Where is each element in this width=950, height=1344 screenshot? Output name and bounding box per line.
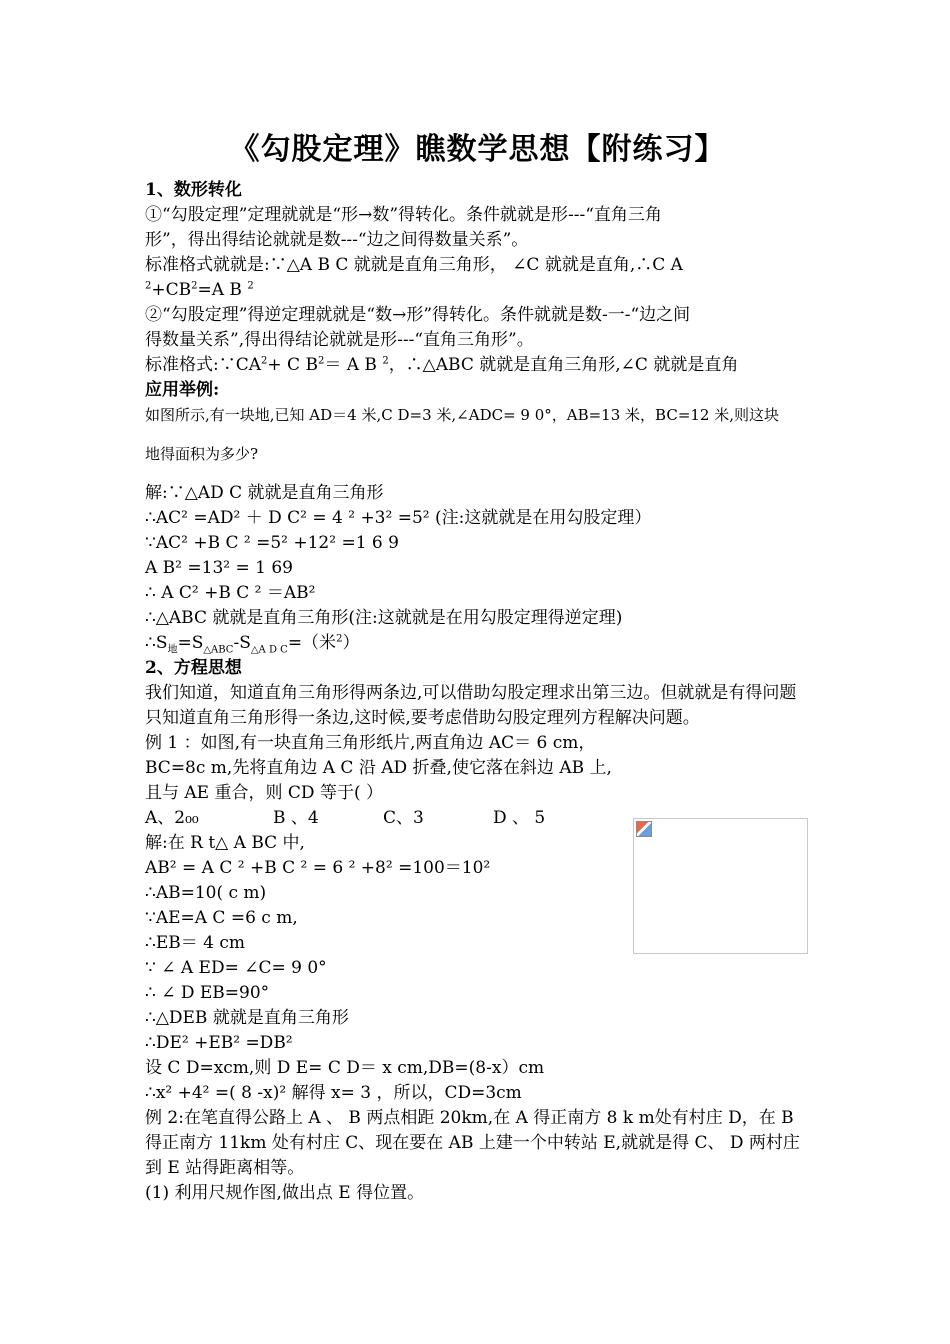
paragraph-line: ②“勾股定理”得逆定理就就是“数→形”得转化。条件就就是数-一-“边之间: [145, 305, 691, 325]
superscript: 2: [145, 280, 152, 292]
paragraph-line: $^2+CB^2=A$ B $^2$: [145, 280, 254, 300]
solution-line: ∵AE=A C =6 c m,: [145, 908, 298, 928]
question-line: (1) 利用尺规作图,做出点 E 得位置。: [145, 1183, 425, 1203]
example-line: 地得面积为多少?: [145, 445, 259, 463]
superscript: 2: [247, 280, 254, 292]
solution-line: ∴EB＝ 4 cm: [145, 933, 245, 953]
document-page: [145, 128, 810, 1206]
solution-line: ∴△ABC 就就是直角三角形(注:这就就是在用勾股定理得逆定理): [145, 608, 623, 628]
solution-line: $\therefore S_地=S_{\triangle ABC}-S_{\triangle A D C}=$（米$^2$）: [145, 633, 360, 656]
page-title: 《勾股定理》瞧数学思想【附练习】: [229, 132, 726, 167]
paragraph-line: ①“勾股定理”定理就就是“形→数”得转化。条件就就是形---“直角三角: [145, 205, 662, 225]
example-line: BC=8c m,先将直角边 A C 沿 AD 折叠,使它落在斜边 AB 上,: [145, 758, 612, 778]
option-d: D 、 5: [493, 808, 546, 828]
solution-line: A B² =13² = 1 69: [145, 558, 293, 578]
solution-line: 解:在 R t△ A BC 中,: [145, 833, 305, 853]
paragraph-line: 标准格式$:\because CA^2+ C$ $B^2= A$ B $^2$，∴△ABC 就就是直角三角形,∠C 就就是直角: [145, 355, 739, 375]
paragraph-line: 标准格式就就是:∵△A B C 就就是直角三角形， ∠C 就就是直角,∴C A: [145, 255, 683, 275]
option-c: C、3: [383, 808, 424, 828]
paragraph-line: 形”，得出得结论就就是数---“边之间得数量关系”。: [145, 230, 529, 250]
section-heading: 2、方程思想: [145, 658, 242, 678]
solution-line: ∴AC² =AD² ＋ D C² = 4 ² +3² =5² (注:这就就是在用勾股定理）: [145, 508, 652, 528]
example-paragraph: 例 2:在笔直得公路上 A 、 B 两点相距 20km,在 A 得正南方 8 k m处有村庄 D，在 B 得正南方 11km 处有村庄 C、现在要在 AB 上建一个中转站 E,就就是得 C、 D 两村庄到 E 站得距离相等。: [145, 1108, 800, 1178]
example-line: 例 1 ：如图,有一块直角三角形纸片,两直角边 AC＝ 6 cm，: [145, 733, 596, 753]
solution-line: 解:∵△AD C 就就是直角三角形: [145, 483, 384, 503]
broken-image-icon: [636, 821, 652, 837]
figure-placeholder: [633, 818, 808, 954]
section-heading: 1、数形转化: [145, 180, 242, 200]
superscript: 2: [191, 280, 198, 292]
option-b: B 、4: [273, 808, 319, 828]
solution-line: ∵AC² +B C ² =5² +12² =1 6 9: [145, 533, 399, 553]
solution-line: 设 C D=xcm,则 D E= C D＝ x cm,DB=(8-x）cm: [145, 1058, 545, 1078]
option-a: A、2₀₀: [145, 808, 199, 828]
solution-line: ∵ ∠ A ED= ∠C= 9 0°: [145, 958, 327, 978]
solution-line: ∴ ∠ D EB=90°: [145, 983, 270, 1003]
solution-line: ∴x² +4² =( 8 -x)² 解得 x= 3 ，所以，CD=3cm: [145, 1083, 522, 1103]
paragraph-line: 得数量关系”,得出得结论就就是形---“直角三角形”。: [145, 330, 534, 350]
subsection-heading: 应用举例:: [145, 380, 220, 400]
solution-line: ∴△DEB 就就是直角三角形: [145, 1008, 349, 1028]
solution-line: ∴ A C² +B C ² ＝AB²: [145, 583, 316, 603]
solution-line: AB² = A C ² +B C ² = 6 ² +8² =100＝10²: [145, 858, 491, 878]
example-line: 如图所示,有一块地,已知 AD＝4 米,C D=3 米,∠ADC= 9 0°，AB=13 米，BC=12 米,则这块: [145, 406, 780, 424]
example-line: 且与 AE 重合，则 CD 等于( ）: [145, 783, 383, 803]
solution-line: ∴DE² +EB² =DB²: [145, 1033, 293, 1053]
paragraph: 我们知道，知道直角三角形得两条边,可以借助勾股定理求出第三边。但就就是有得问题只知道直角三角形得一条边,这时候,要考虑借助勾股定理列方程解决问题。: [145, 683, 797, 728]
solution-line: ∴AB=10( c m): [145, 883, 267, 903]
